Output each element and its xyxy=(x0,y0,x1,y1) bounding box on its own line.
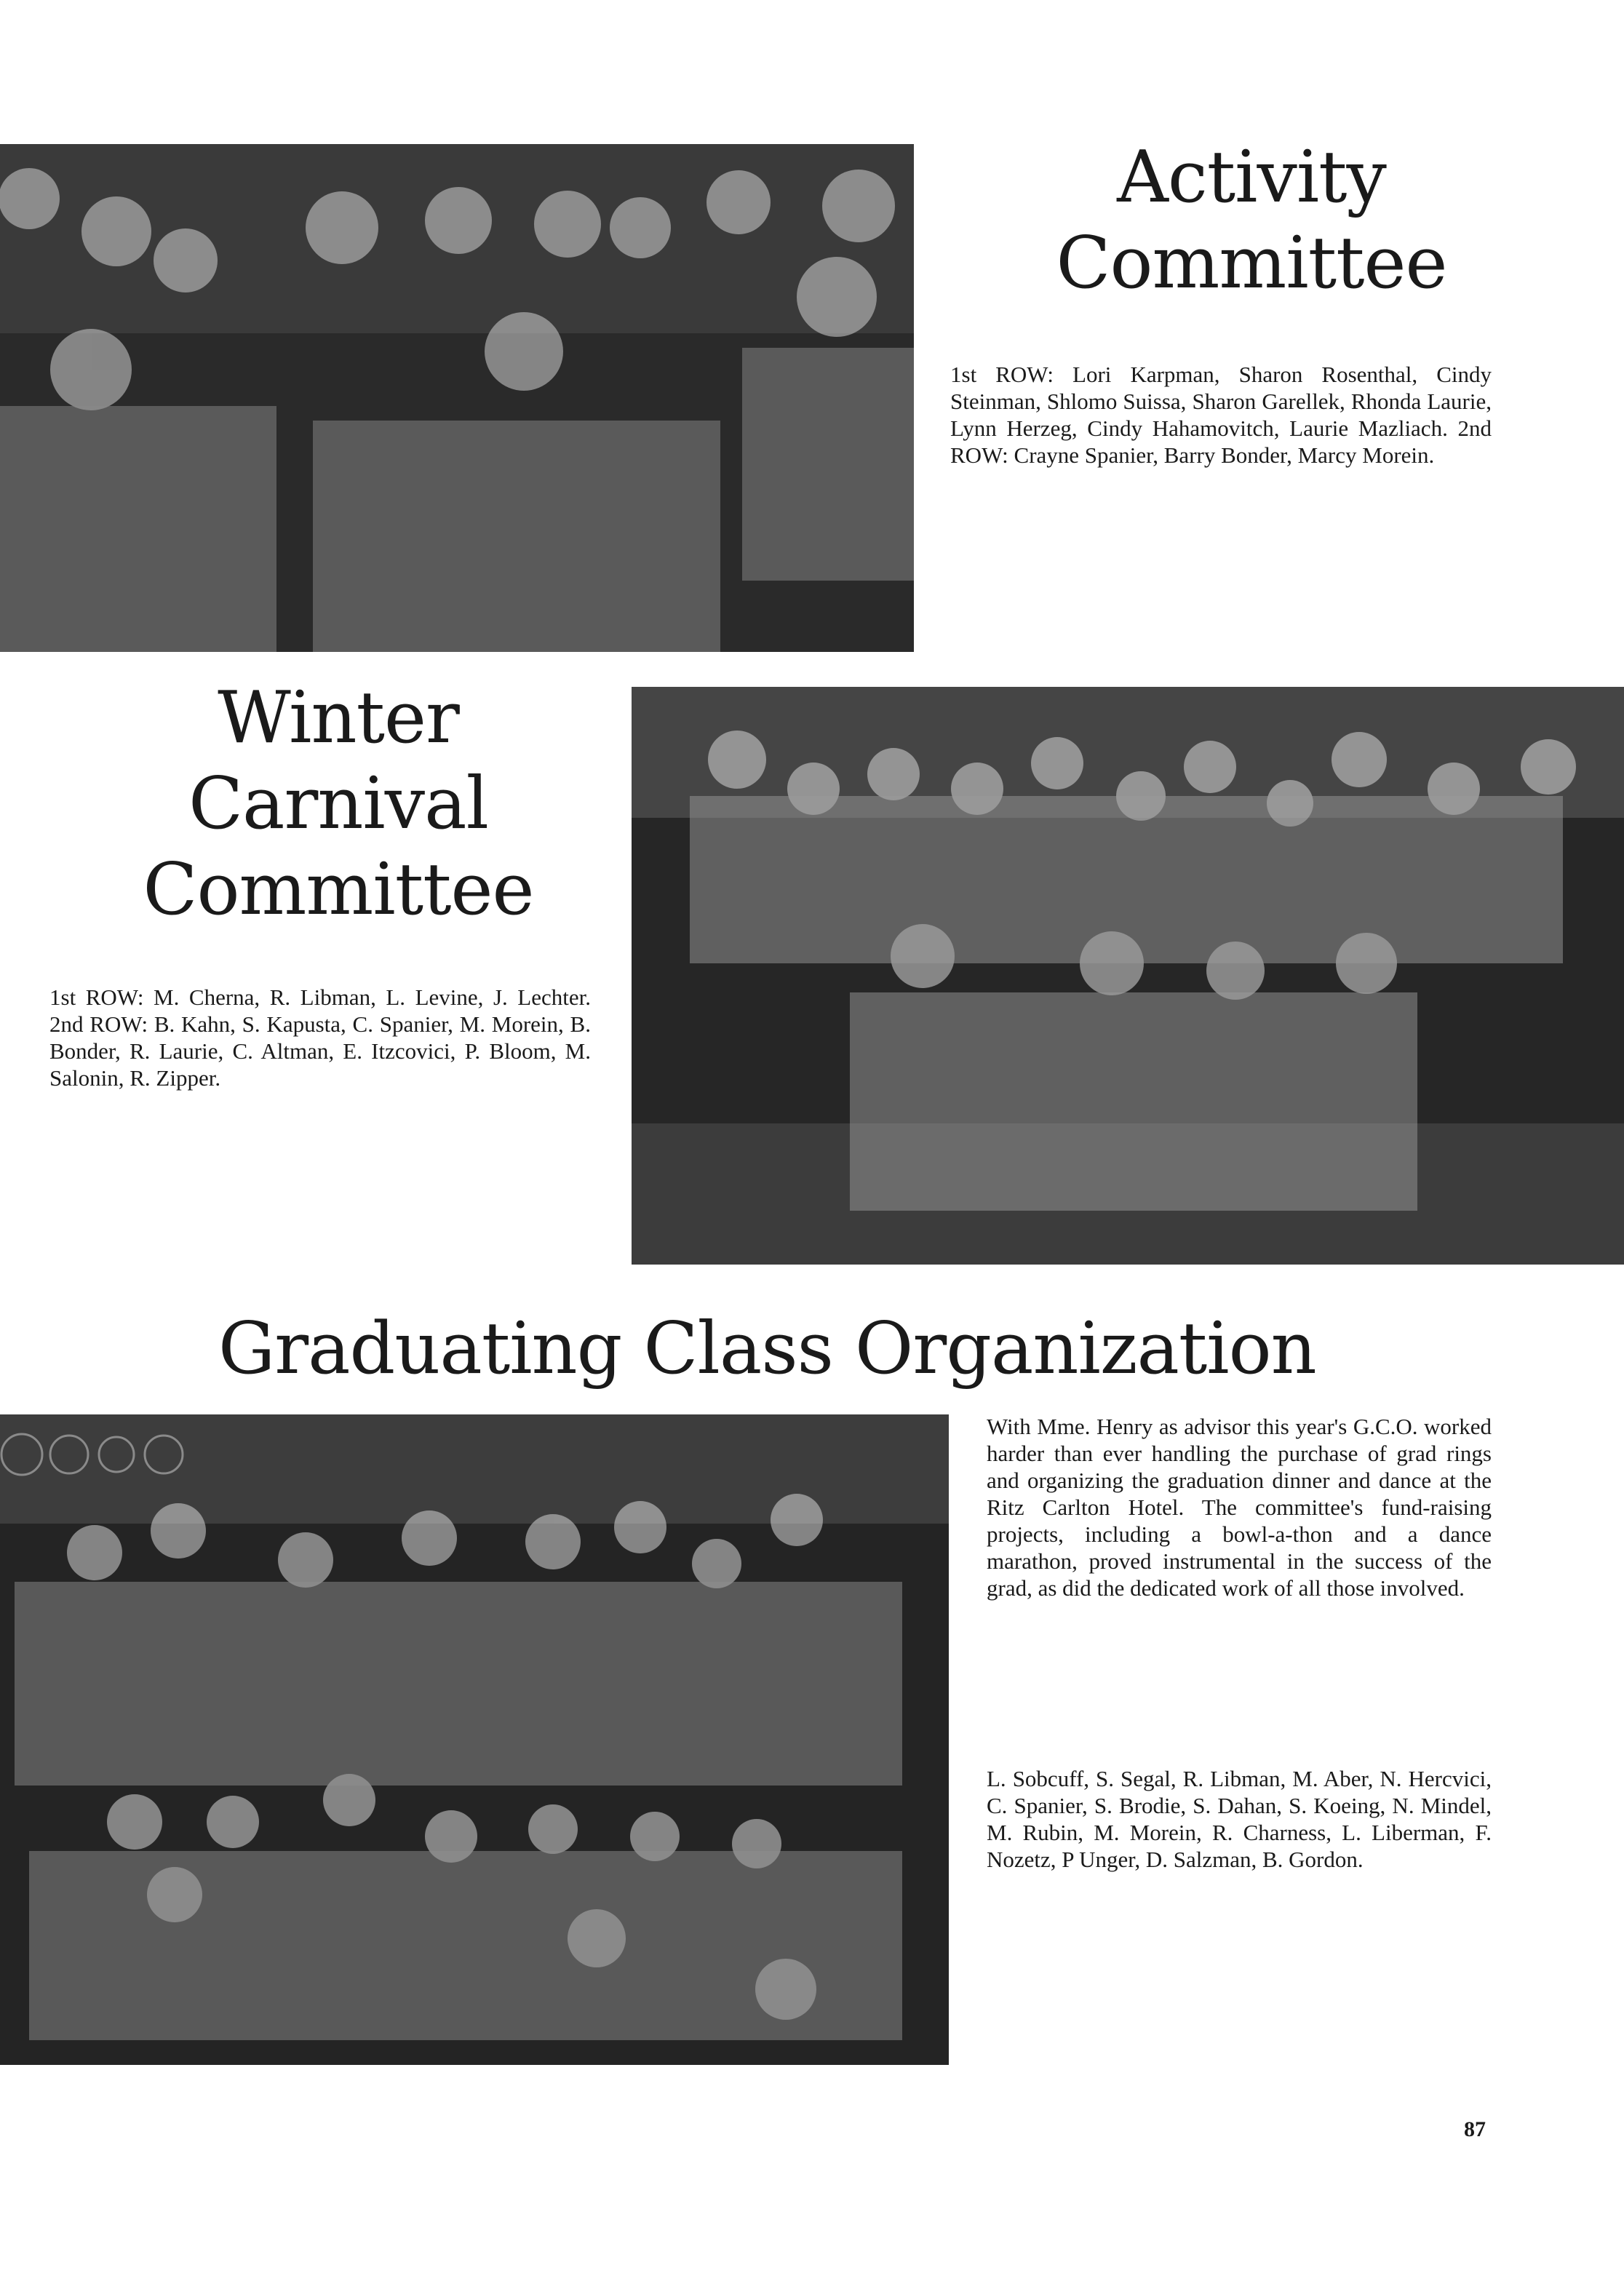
activity-title-line1: Activity xyxy=(1117,136,1386,219)
gco-title: Graduating Class Organization xyxy=(218,1307,1316,1390)
winter-title-line1: Winter xyxy=(218,677,459,760)
page-number: 87 xyxy=(1464,2117,1486,2141)
activity-committee-caption: 1st ROW: Lori Karpman, Sharon Rosenthal, Cindy Steinman, Shlomo Suissa, Sharon Garellek, Rhonda Laurie, Lynn Herzeg, Cindy Hahamovitch, Laurie Mazliach. 2nd ROW: Crayne Spanier, Barry Bonder, Marcy Morein. xyxy=(950,362,1492,468)
activity-committee-photo xyxy=(0,144,914,652)
activity-title-line2: Committee xyxy=(1056,222,1447,305)
winter-carnival-caption: 1st ROW: M. Cherna, R. Libman, L. Levine, J. Lechter. 2nd ROW: B. Kahn, S. Kapusta, C. Spanier, M. Morein, B. Bonder, R. Laurie, C. Altman, E. Itzcovici, P. Bloom, M. Salonin, R. Zipper. xyxy=(49,984,591,1091)
winter-carnival-title xyxy=(116,675,560,933)
gco-description: With Mme. Henry as advisor this year's G.C.O. worked harder than ever handling the purchase of grad rings and organizing the graduation dinner and dance at the Ritz Carlton Hotel. The committee's fund-raising projects, including a bowl-a-thon and a dance marathon, proved instrumental in the success of the grad, as did the dedicated work of all those involved. xyxy=(987,1414,1492,1601)
gco-photo xyxy=(0,1414,949,2065)
winter-carnival-photo xyxy=(632,687,1624,1265)
group-photo-silhouettes xyxy=(0,1414,949,2065)
activity-committee-title xyxy=(975,135,1528,306)
winter-title-line3: Committee xyxy=(143,848,534,931)
group-photo-silhouettes xyxy=(632,687,1624,1265)
gco-caption: L. Sobcuff, S. Segal, R. Libman, M. Aber, N. Hercvici, C. Spanier, S. Brodie, S. Dahan, S. Koeing, N. Mindel, M. Rubin, M. Morein, R. Charness, L. Liberman, F. Nozetz, P Unger, D. Salzman, B. Gordon. xyxy=(987,1766,1492,1872)
group-photo-silhouettes xyxy=(0,144,914,652)
winter-title-line2: Carnival xyxy=(188,763,488,845)
